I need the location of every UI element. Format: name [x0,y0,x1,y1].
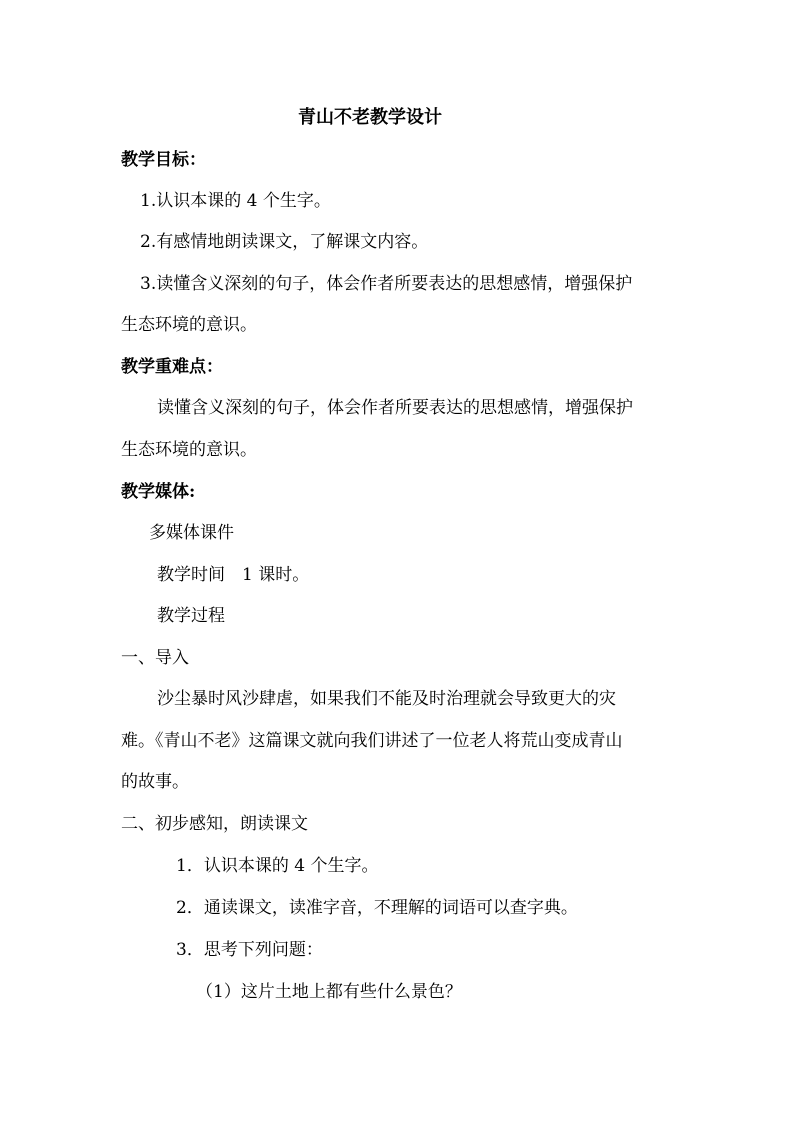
section-2-step-2: 2．通读课文，读准字音，不理解的词语可以查字典。 [176,898,578,918]
section-2-step-3: 3．思考下列问题： [176,940,323,960]
section-1-heading: 一、导入 [121,648,189,668]
document-title: 青山不老教学设计 [298,107,442,128]
section-1-line-2: 难。《青山不老》这篇课文就向我们讲述了一位老人将荒山变成青山 [121,731,623,751]
teaching-time: 教学时间 1 课时。 [157,565,310,585]
section-2-step-1: 1．认识本课的 4 个生字。 [176,856,379,876]
objective-item-2: 2.有感情地朗读课文，了解课文内容。 [140,232,429,252]
section-1-line-3: 的故事。 [121,772,189,792]
objective-item-1: 1.认识本课的 4 个生字。 [140,191,331,211]
section-2-heading: 二、初步感知，朗读课文 [121,814,308,834]
key-points-line-1: 读懂含义深刻的句子，体会作者所要表达的思想感情，增强保护 [157,398,633,418]
teaching-process: 教学过程 [157,606,225,626]
section-2-question-1: （1）这片土地上都有些什么景色？ [196,982,462,1002]
section-1-line-1: 沙尘暴时风沙肆虐，如果我们不能及时治理就会导致更大的灾 [157,689,616,709]
key-points-line-2: 生态环境的意识。 [121,440,257,460]
media-value: 多媒体课件 [149,523,234,543]
objective-item-3-line-1: 3.读懂含义深刻的句子，体会作者所要表达的思想感情，增强保护 [140,274,633,294]
media-heading: 教学媒体: [121,482,196,502]
objectives-heading: 教学目标： [121,150,206,170]
key-points-heading: 教学重难点： [121,357,223,377]
objective-item-3-line-2: 生态环境的意识。 [121,315,257,335]
